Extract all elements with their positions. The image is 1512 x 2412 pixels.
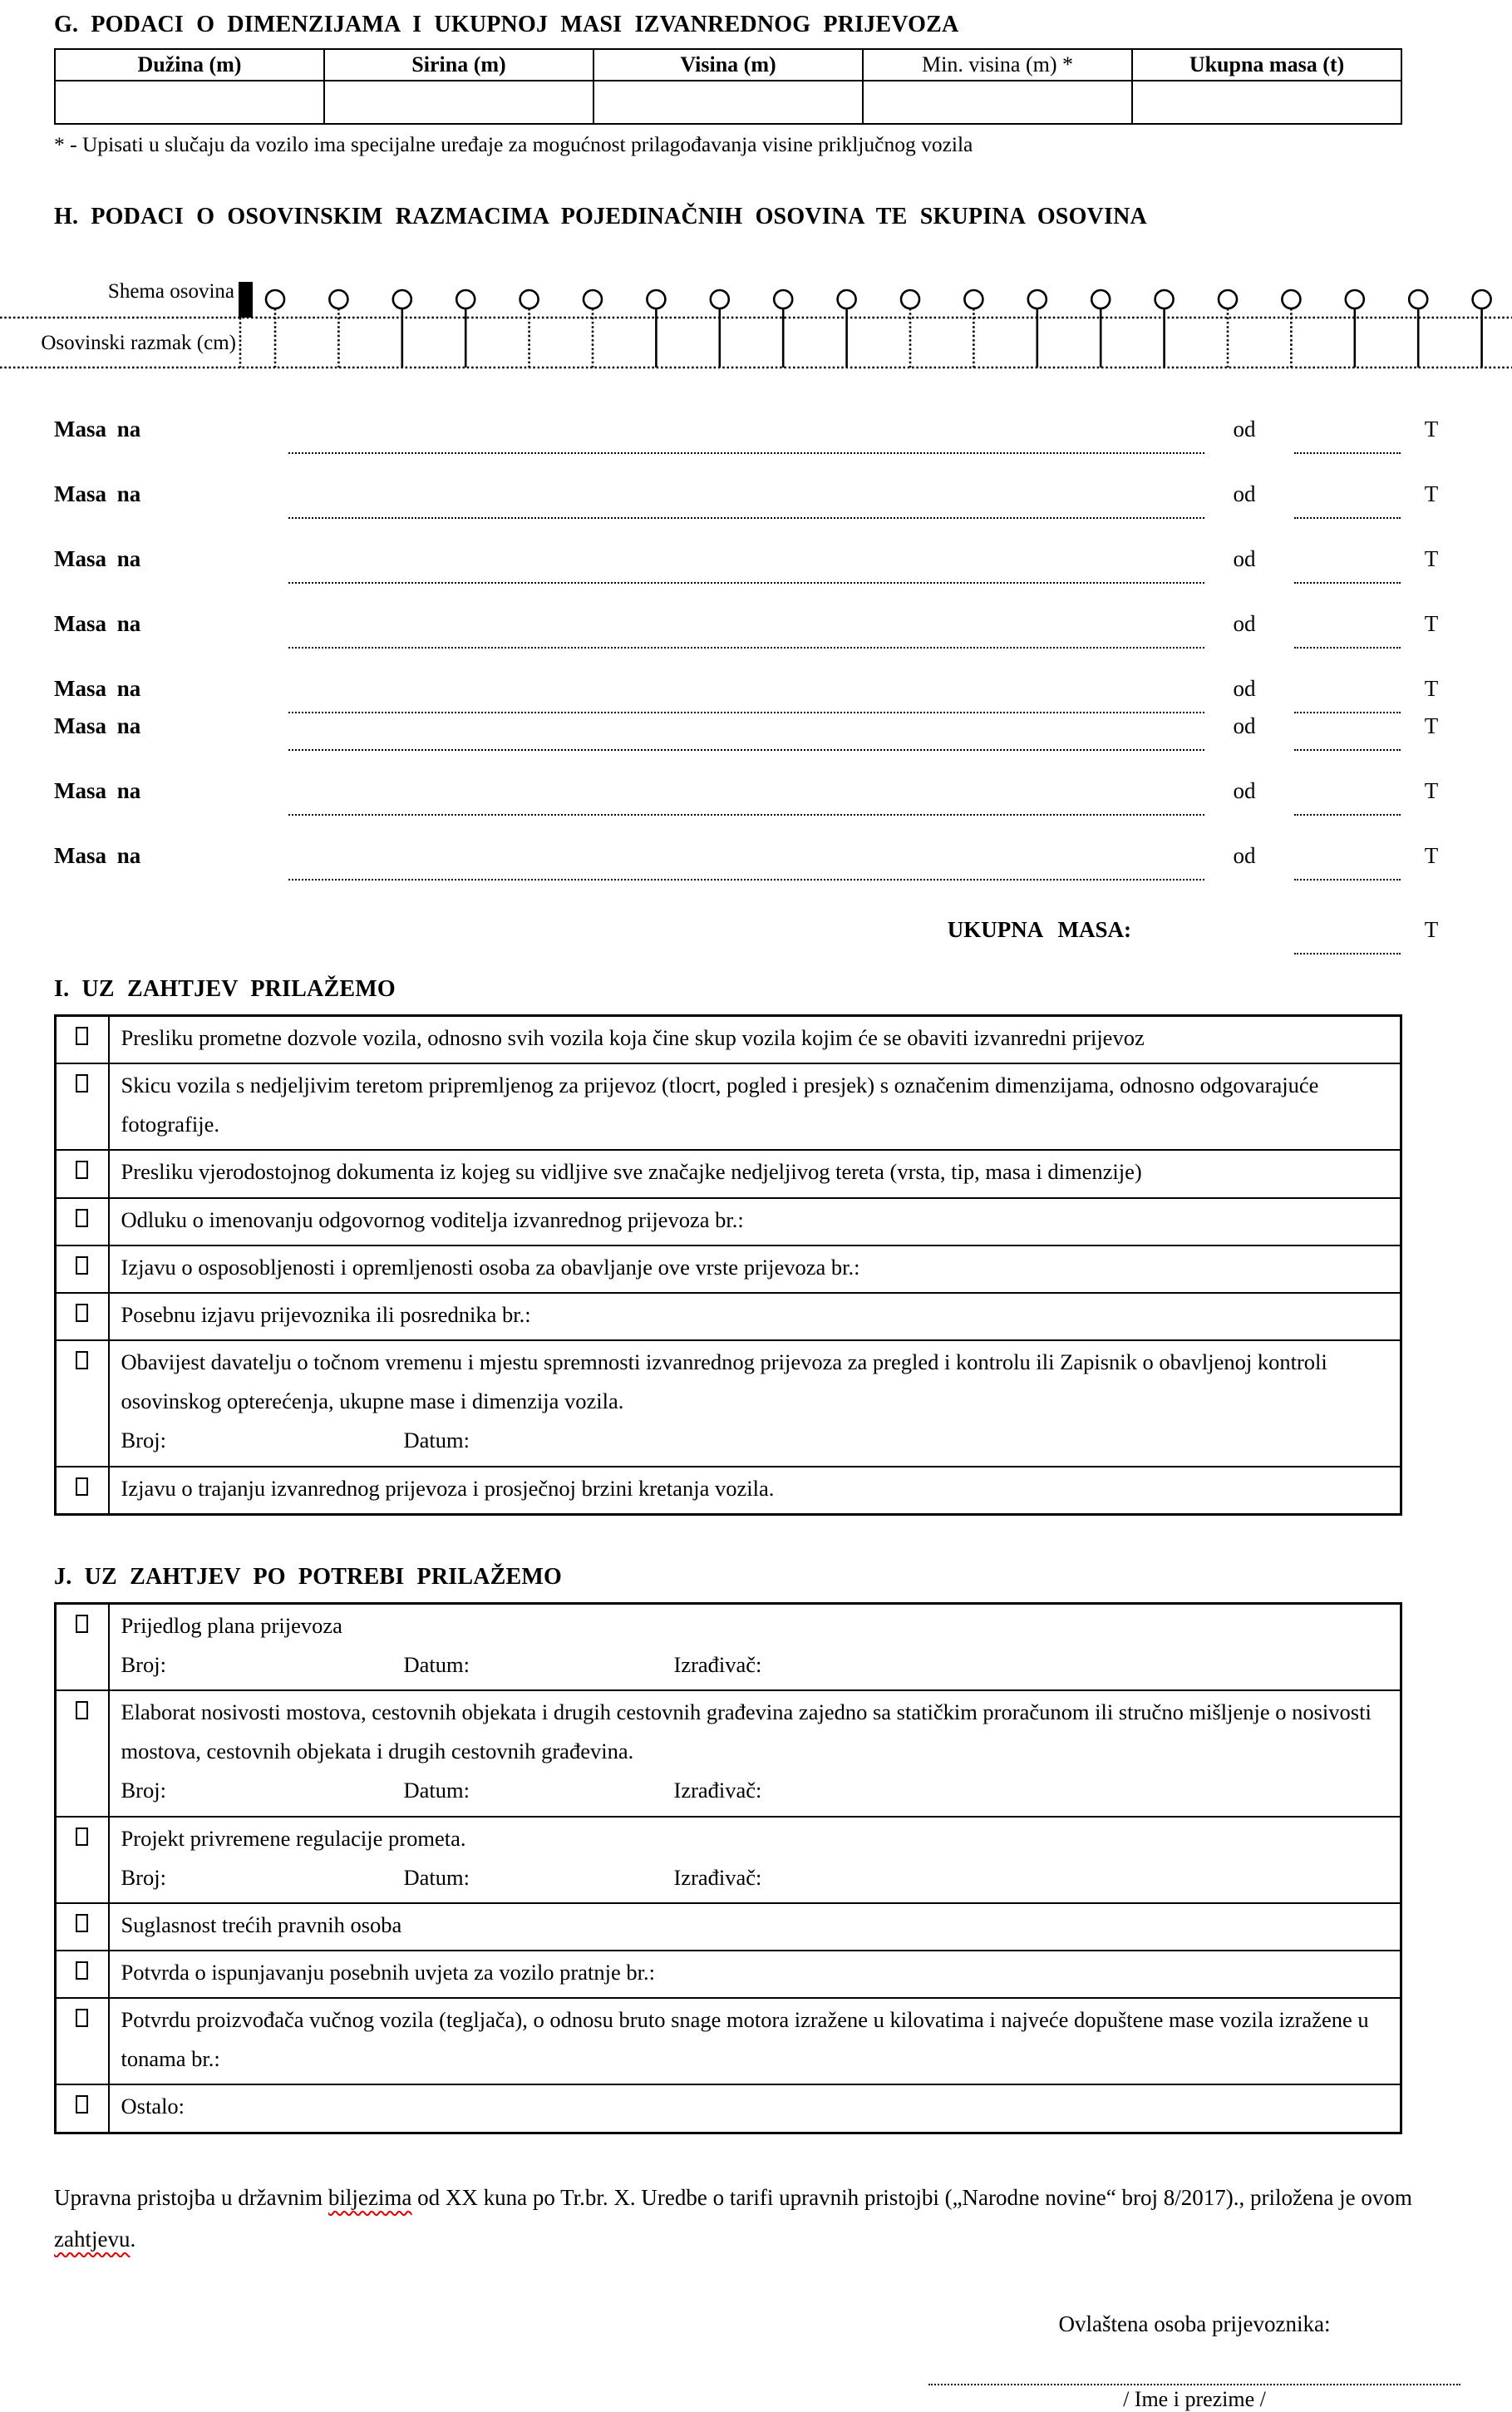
- axle-circle-icon: [1091, 290, 1110, 308]
- checkbox-icon[interactable]: [76, 1961, 88, 1980]
- mass-axle-field[interactable]: [288, 640, 1204, 649]
- unit-label: T: [1424, 843, 1439, 868]
- checkbox-icon[interactable]: [76, 1304, 88, 1322]
- checklist-item-text: Izjavu o trajanju izvanrednog prijevoza i prosječnoj brzini kretanja vozila.: [121, 1475, 775, 1501]
- checklist-row: [56, 1063, 1401, 1150]
- axle-circle-icon: [1282, 290, 1300, 308]
- od-label: od: [1233, 676, 1256, 701]
- mass-row-label: Masa na: [54, 546, 141, 571]
- checkbox-cell[interactable]: [56, 1903, 109, 1951]
- text-cursor: [239, 282, 253, 318]
- mass-axle-field[interactable]: [288, 575, 1204, 584]
- value-ukupna-masa[interactable]: [1132, 81, 1401, 124]
- mass-row-label: Masa na: [54, 481, 141, 506]
- subfield-label[interactable]: Datum:: [403, 1651, 470, 1677]
- checklist-row: [56, 2084, 1401, 2133]
- checklist-row: [56, 1690, 1401, 1816]
- checklist-item-text: Presliku vjerodostojnog dokumenta iz kojeg su vidljive sve značajke nedjeljivog tereta (vrsta, tip, masa i dimenzije): [121, 1159, 1142, 1185]
- mass-row: [54, 843, 1462, 880]
- header-visina: Visina (m): [593, 49, 863, 81]
- subfield-label[interactable]: Datum:: [403, 1864, 470, 1890]
- checklist-text-cell: [109, 1245, 1401, 1293]
- checklist-text-cell: [109, 1998, 1401, 2084]
- subfield-label[interactable]: Datum:: [403, 1428, 470, 1453]
- mass-row-label: Masa na: [54, 611, 141, 636]
- fee-text: .: [130, 2226, 136, 2252]
- checklist-row: [56, 1817, 1401, 1903]
- axle-circle-icon: [711, 290, 729, 308]
- section-h-title: H. PODACI O OSOVINSKIM RAZMACIMA POJEDINAČNIH OSOVINA TE SKUPINA OSOVINA: [54, 204, 1147, 229]
- section-i-title: I. UZ ZAHTJEV PRILAŽEMO: [54, 976, 396, 1002]
- mass-row: [54, 676, 1462, 713]
- unit-label: T: [1424, 417, 1439, 441]
- mass-row: [54, 481, 1462, 519]
- mass-value-field[interactable]: [1294, 511, 1401, 519]
- mass-axle-field[interactable]: [288, 446, 1204, 454]
- unit-label: T: [1424, 611, 1439, 636]
- signature-caption: / Ime i prezime /: [1123, 2387, 1266, 2412]
- checklist-text-cell: [109, 1467, 1401, 1515]
- mass-value-field[interactable]: [1294, 742, 1401, 751]
- checkbox-cell[interactable]: [56, 1016, 109, 1064]
- od-label: od: [1233, 481, 1256, 506]
- fee-paragraph: [54, 2178, 1438, 2261]
- od-label: od: [1233, 778, 1256, 803]
- checklist-item-text: Projekt privremene regulacije prometa.: [121, 1825, 466, 1851]
- checkbox-icon[interactable]: [76, 1161, 88, 1179]
- unit-label: T: [1424, 481, 1439, 506]
- checklist-item-text: Elaborat nosivosti mostova, cestovnih objekata i drugih cestovnih građevina zajedno sa statičkim proračunom ili stručno mišljenje o nosivosti mostova, cestovnih objekata i drugih cestovnih građevina.: [121, 1699, 1372, 1764]
- subfield-label[interactable]: Izrađivač:: [673, 1651, 762, 1677]
- total-mass-unit: T: [1424, 917, 1439, 942]
- checklist-text-cell: [109, 1903, 1401, 1951]
- od-label: od: [1233, 417, 1256, 441]
- checklist-row: [56, 1467, 1401, 1515]
- value-sirina[interactable]: [324, 81, 593, 124]
- axle-circle-icon: [1155, 290, 1174, 308]
- checklist-item-text: Presliku prometne dozvole vozila, odnosno svih vozila koja čine skup vozila kojim će se obaviti izvanredni prijevoz: [121, 1025, 1145, 1050]
- section-g-title: G. PODACI O DIMENZIJAMA I UKUPNOJ MASI IZVANREDNOG PRIJEVOZA: [54, 12, 959, 37]
- checkbox-icon[interactable]: [76, 1074, 88, 1093]
- mass-row: [54, 546, 1462, 584]
- mass-row-label: Masa na: [54, 417, 141, 441]
- checklist-item-text: Prijedlog plana prijevoza: [121, 1612, 342, 1638]
- checklist-item-text: Suglasnost trećih pravnih osoba: [121, 1911, 402, 1937]
- signature-label: Ovlaštena osoba prijevoznika:: [1058, 2311, 1331, 2337]
- checklist-row: [56, 1951, 1401, 1998]
- checklist-text-cell: [109, 1951, 1401, 1998]
- checklist-text-cell: [109, 2084, 1401, 2133]
- value-visina[interactable]: [593, 81, 863, 124]
- checklist-text-cell: [109, 1198, 1401, 1245]
- subfield-label[interactable]: Izrađivač:: [673, 1778, 762, 1803]
- od-label: od: [1233, 546, 1256, 571]
- section-j-title: J. UZ ZAHTJEV PO POTREBI PRILAŽEMO: [54, 1563, 563, 1590]
- min-height-footnote: * - Upisati u slučaju da vozilo ima specijalne uređaje za mogućnost prilagođavanja visine priključnog vozila: [54, 132, 973, 156]
- checklist-item-text: Odluku o imenovanju odgovornog voditelja izvanrednog prijevoza br.:: [121, 1206, 744, 1232]
- checklist-row: [56, 1016, 1401, 1064]
- checkbox-icon[interactable]: [76, 1827, 88, 1846]
- total-mass-label: UKUPNA MASA:: [947, 917, 1131, 942]
- checklist-item-text: Skicu vozila s nedjeljivim teretom pripremljenog za prijevoz (tlocrt, pogled i presjek) s označenim dimenzijama, odnosno odgovarajuće fotografije.: [121, 1073, 1319, 1137]
- mass-row: [54, 417, 1462, 454]
- checklist-subfields: [121, 1421, 1392, 1460]
- mass-axle-field[interactable]: [288, 742, 1204, 751]
- signature-line[interactable]: [928, 2337, 1460, 2385]
- axle-circle-icon: [1346, 290, 1364, 308]
- unit-label: T: [1424, 676, 1439, 701]
- checkbox-cell[interactable]: [56, 1690, 109, 1816]
- mass-value-field[interactable]: [1294, 872, 1401, 880]
- scheme-label: Shema osovina: [107, 280, 234, 303]
- fee-misspelled-word: zahtjevu: [54, 2226, 131, 2252]
- checklist-row: [56, 1340, 1401, 1466]
- checkbox-icon[interactable]: [76, 1256, 88, 1275]
- checklist-row: [56, 1245, 1401, 1293]
- checklist-subfields: [121, 1858, 1392, 1897]
- fee-text: od XX kuna po Tr.br. X. Uredbe o tarifi upravnih pristojbi („Narodne novine“ broj 8/2017)., priložena je ovom: [411, 2184, 1412, 2210]
- mass-axle-field[interactable]: [288, 511, 1204, 519]
- attachments-table: [54, 1014, 1402, 1516]
- checkbox-cell[interactable]: [56, 2084, 109, 2133]
- checklist-text-cell: [109, 1063, 1401, 1150]
- subfield-label[interactable]: Broj:: [121, 1778, 166, 1803]
- checkbox-cell[interactable]: [56, 1293, 109, 1340]
- checklist-row: [56, 1903, 1401, 1951]
- checklist-row: [56, 1150, 1401, 1197]
- axle-circle-icon: [647, 290, 665, 308]
- axle-circle-icon: [584, 290, 602, 308]
- checklist-item-text: Ostalo:: [121, 2094, 185, 2119]
- checkbox-icon[interactable]: [76, 1914, 88, 1932]
- mass-row-label: Masa na: [54, 713, 141, 738]
- axle-spacing-label: Osovinski razmak (cm): [41, 332, 236, 354]
- axle-circle-icon: [901, 290, 919, 308]
- axle-scheme: [0, 274, 1512, 382]
- checklist-row: [56, 1198, 1401, 1245]
- mass-value-field[interactable]: [1294, 575, 1401, 584]
- mass-value-field[interactable]: [1294, 807, 1401, 816]
- checklist-text-cell: [109, 1150, 1401, 1197]
- axle-circle-icon: [329, 290, 347, 308]
- axle-circle-icon: [393, 290, 411, 308]
- checklist-text-cell: [109, 1293, 1401, 1340]
- subfield-label[interactable]: Izrađivač:: [673, 1864, 762, 1890]
- checklist-text-cell: [109, 1603, 1401, 1690]
- od-label: od: [1233, 843, 1256, 868]
- unit-label: T: [1424, 713, 1439, 738]
- mass-axle-field[interactable]: [288, 705, 1204, 713]
- checklist-text-cell: [109, 1817, 1401, 1903]
- mass-axle-field[interactable]: [288, 807, 1204, 816]
- axle-circle-icon: [1219, 290, 1237, 308]
- axle-circle-icon: [1473, 290, 1491, 308]
- checkbox-icon[interactable]: [76, 1351, 88, 1369]
- mass-value-field[interactable]: [1294, 446, 1401, 454]
- axle-icons: [266, 290, 1491, 367]
- mass-value-field[interactable]: [1294, 640, 1401, 649]
- mass-row-label: Masa na: [54, 676, 141, 701]
- checkbox-cell[interactable]: [56, 1150, 109, 1197]
- axle-circle-icon: [838, 290, 856, 308]
- checkbox-icon[interactable]: [76, 2009, 88, 2027]
- checkbox-cell[interactable]: [56, 1063, 109, 1150]
- subfield-label[interactable]: Broj:: [121, 1864, 166, 1890]
- checklist-subfields: [121, 1771, 1392, 1810]
- mass-rows: [54, 417, 1462, 880]
- checklist-text-cell: [109, 1690, 1401, 1816]
- axle-circle-icon: [774, 290, 792, 308]
- dimensions-value-row: [55, 81, 1401, 124]
- checkbox-icon[interactable]: [76, 1209, 88, 1227]
- axle-circle-icon: [964, 290, 983, 308]
- checkbox-cell[interactable]: [56, 1951, 109, 1998]
- checkbox-icon[interactable]: [76, 1477, 88, 1496]
- od-label: od: [1233, 611, 1256, 636]
- header-ukupna-masa: Ukupna masa (t): [1132, 49, 1401, 81]
- checklist-item-text: Potvrdu proizvođača vučnog vozila (tegljača), o odnosu bruto snage motora izražene u kilovatima i najveće dopuštene mase vozila izražene u tonama br.:: [121, 2007, 1369, 2072]
- header-sirina: Sirina (m): [324, 49, 593, 81]
- mass-value-field[interactable]: [1294, 705, 1401, 713]
- checklist-item-text: Potvrda o ispunjavanju posebnih uvjeta za vozilo pratnje br.:: [121, 1959, 655, 1985]
- dimensions-header-row: [55, 49, 1401, 81]
- total-mass-row: [54, 917, 1462, 954]
- checkbox-cell[interactable]: [56, 1817, 109, 1903]
- unit-label: T: [1424, 546, 1439, 571]
- mass-axle-field[interactable]: [288, 872, 1204, 880]
- total-mass-field[interactable]: [1294, 946, 1401, 954]
- checkbox-cell[interactable]: [56, 1340, 109, 1466]
- dimensions-table: [54, 48, 1402, 125]
- fee-misspelled-word: biljezima: [328, 2184, 412, 2210]
- axle-circle-icon: [1409, 290, 1427, 308]
- checkbox-cell[interactable]: [56, 1198, 109, 1245]
- od-label: od: [1233, 713, 1256, 738]
- axle-circle-icon: [266, 290, 284, 308]
- axle-circle-icon: [1028, 290, 1047, 308]
- mass-row: [54, 713, 1462, 751]
- checkbox-cell[interactable]: [56, 1603, 109, 1690]
- mass-row: [54, 611, 1462, 649]
- header-min-visina: Min. visina (m) *: [863, 49, 1132, 81]
- checkbox-icon[interactable]: [76, 1701, 88, 1719]
- subfield-label[interactable]: Datum:: [403, 1778, 470, 1803]
- header-duzina: Dužina (m): [55, 49, 324, 81]
- value-duzina[interactable]: [55, 81, 324, 124]
- checklist-row: [56, 1603, 1401, 1690]
- subfield-label[interactable]: Broj:: [121, 1651, 166, 1677]
- checkbox-cell[interactable]: [56, 1998, 109, 2084]
- mass-row: [54, 778, 1462, 816]
- checklist-item-text: Izjavu o osposobljenosti i opremljenosti osoba za obavljanje ove vrste prijevoza br.:: [121, 1254, 860, 1280]
- checklist-text-cell: [109, 1016, 1401, 1064]
- checklist-item-text: Obavijest davatelju o točnom vremenu i mjestu spremnosti izvanrednog prijevoza za pregled i kontrolu ili Zapisnik o obavljenoj kontroli osovinskog opterećenja, ukupne mase i dimenzija vozila.: [121, 1349, 1327, 1414]
- subfield-label[interactable]: Broj:: [121, 1428, 166, 1453]
- axle-circle-icon: [456, 290, 475, 308]
- checklist-subfields: [121, 1645, 1392, 1684]
- unit-label: T: [1424, 778, 1439, 803]
- checklist-row: [56, 1998, 1401, 2084]
- mass-row-label: Masa na: [54, 843, 141, 868]
- axle-circle-icon: [520, 290, 539, 308]
- checklist-item-text: Posebnu izjavu prijevoznika ili posrednika br.:: [121, 1301, 531, 1327]
- mass-row-label: Masa na: [54, 778, 141, 803]
- fee-text: Upravna pristojba u državnim: [54, 2184, 328, 2210]
- checkbox-cell[interactable]: [56, 1245, 109, 1293]
- checkbox-icon[interactable]: [76, 2095, 88, 2114]
- checklist-row: [56, 1293, 1401, 1340]
- optional-attachments-table: [54, 1602, 1402, 2134]
- checkbox-icon[interactable]: [76, 1027, 88, 1045]
- value-min-visina[interactable]: [863, 81, 1132, 124]
- signature-block: [928, 2311, 1460, 2412]
- checklist-text-cell: [109, 1340, 1401, 1466]
- checkbox-icon[interactable]: [76, 1615, 88, 1633]
- checkbox-cell[interactable]: [56, 1467, 109, 1515]
